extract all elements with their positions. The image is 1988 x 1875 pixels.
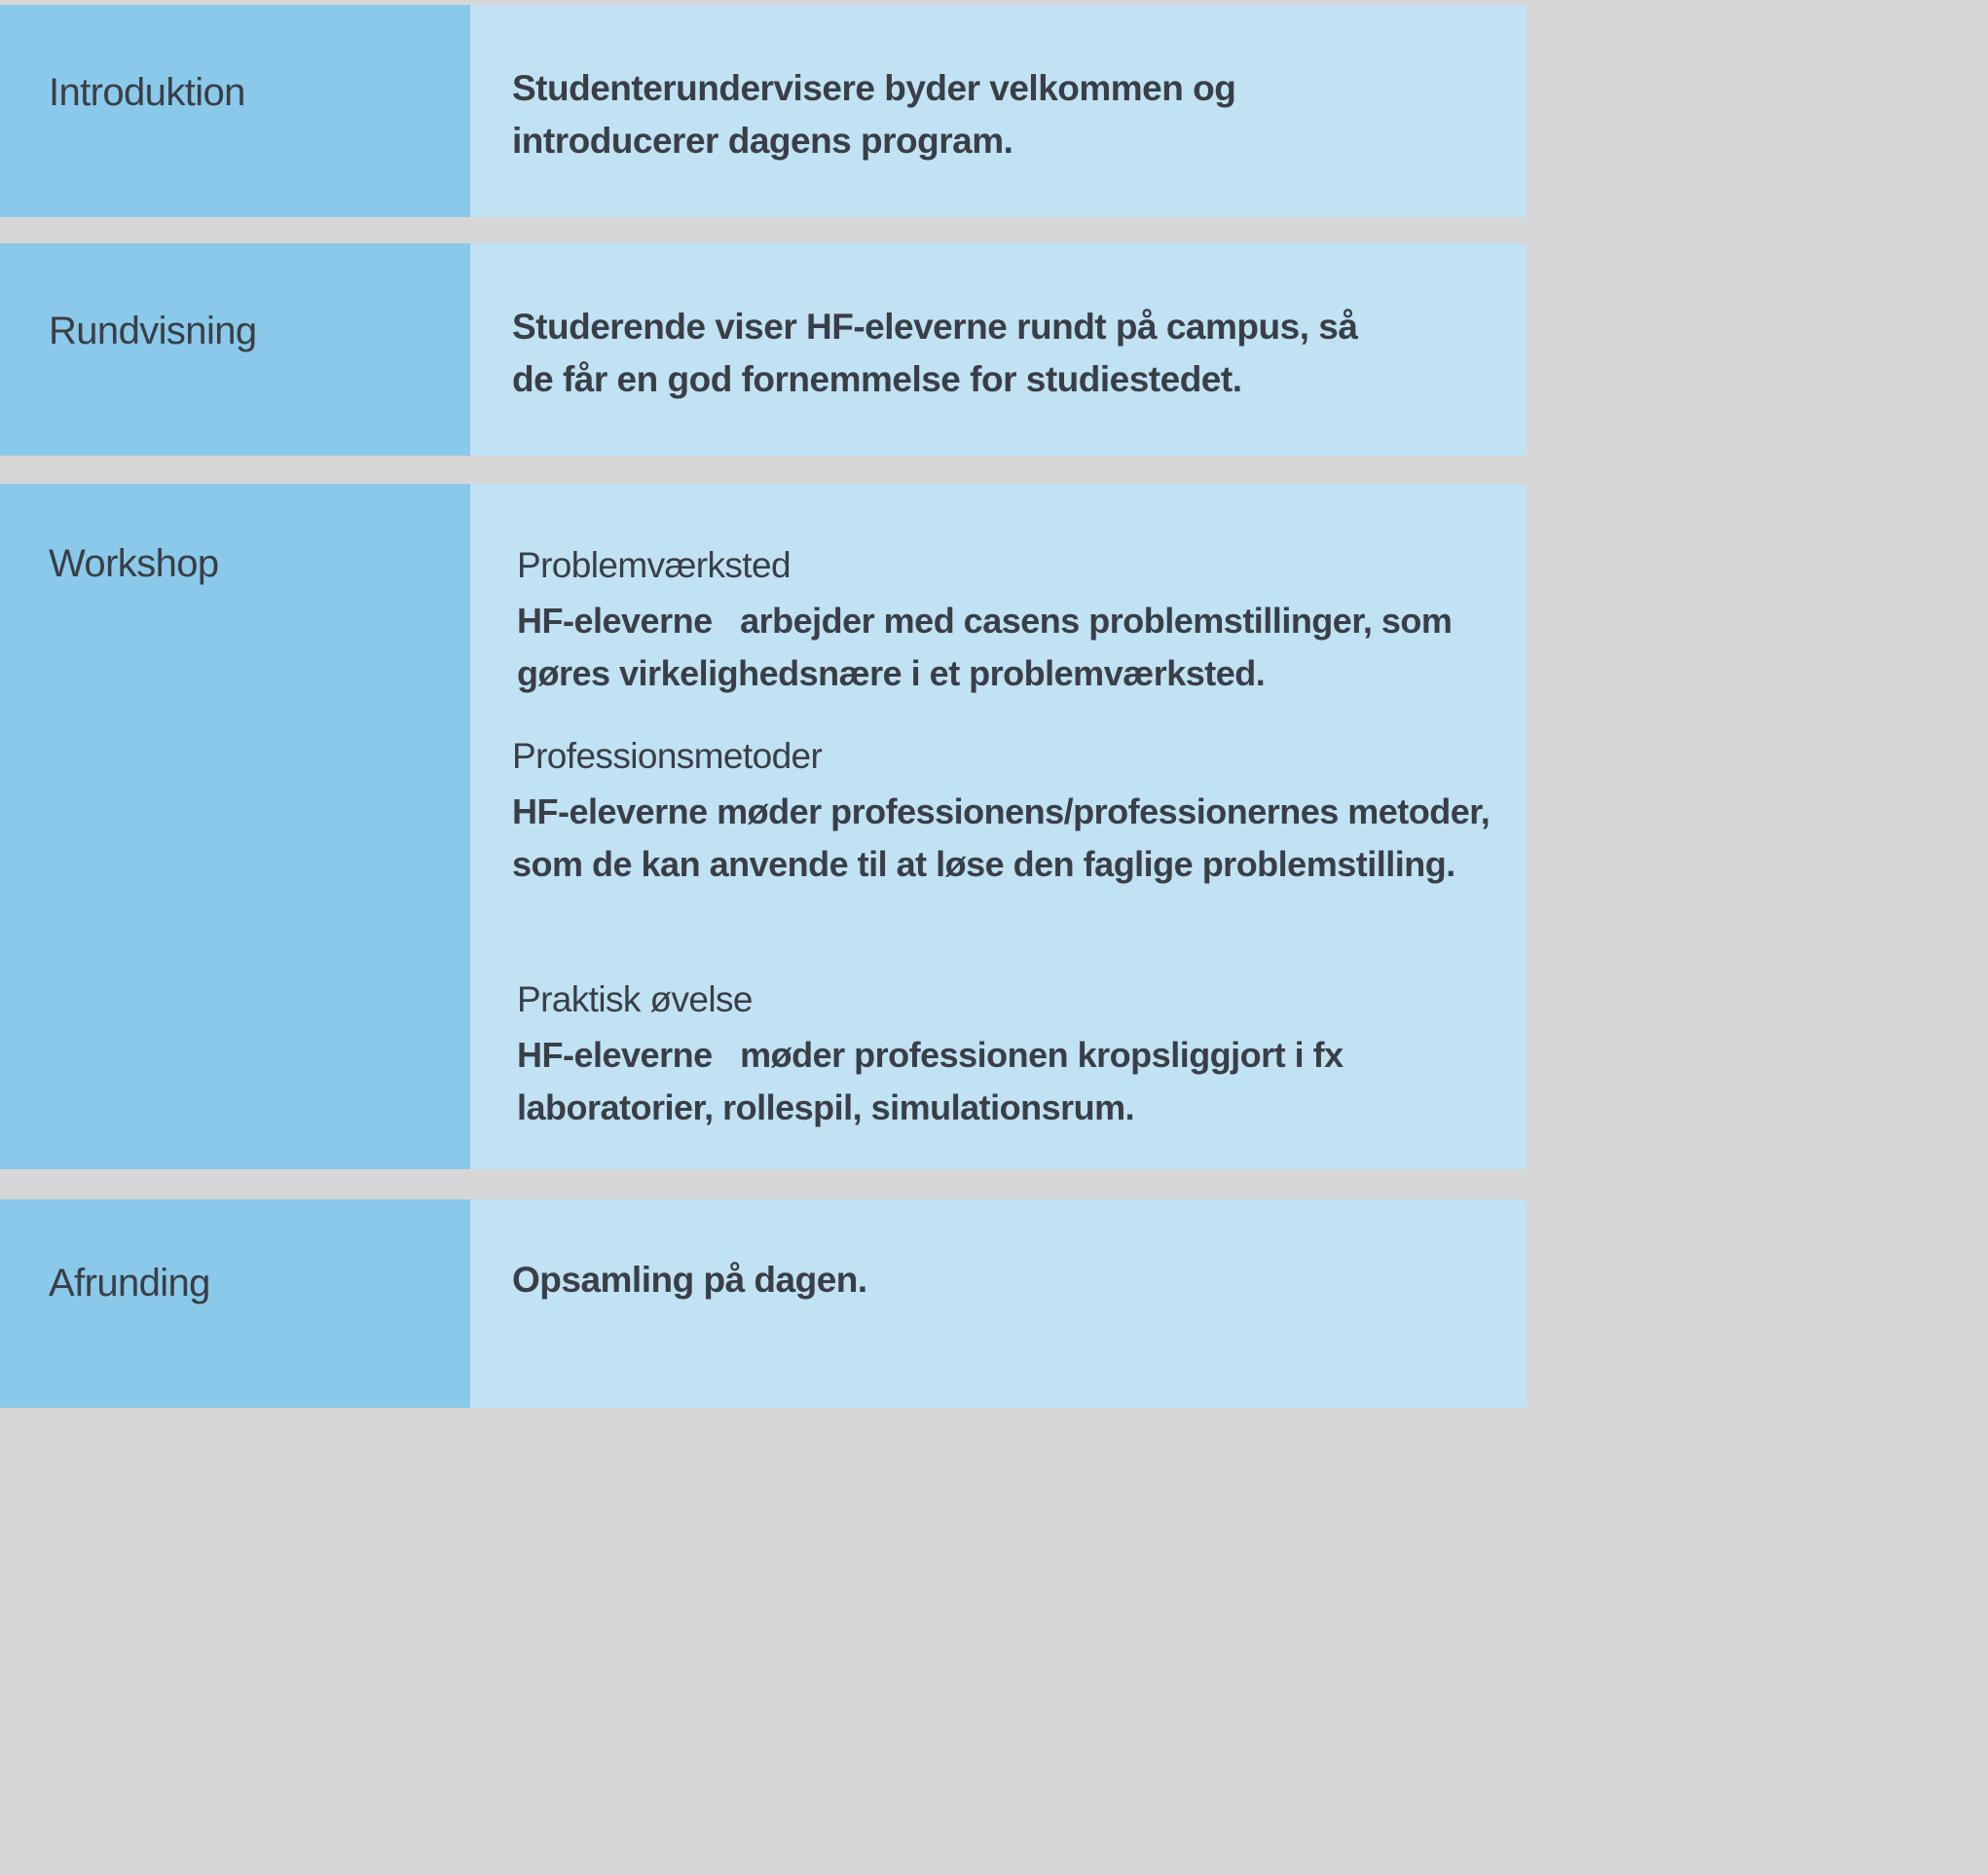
row-label: Introduktion [49, 71, 245, 114]
row-label-cell [0, 484, 470, 1169]
row-label-cell [0, 1199, 470, 1408]
row-description: Studenterundervisere byder velkommen og introducerer dagens program. [512, 68, 1236, 161]
row-label: Workshop [49, 542, 219, 585]
workshop-item-problemvaerksted [517, 544, 1507, 700]
row-description: Opsamling på dagen. [512, 1260, 867, 1300]
row-content-cell [470, 484, 1527, 1169]
workshop-item-praktisk-oevelse [517, 978, 1507, 1134]
row-label-cell [0, 243, 470, 456]
workshop-item-text: HF-eleverne møder professionen kropsliggjort i fx laboratorier, rollespil, simulationsrum. [517, 1035, 1353, 1127]
row-content-cell [470, 1199, 1527, 1408]
workshop-item-text: HF-eleverne møder professionens/professionernes metoder, som de kan anvende til at løse den faglige problemstilling. [512, 791, 1499, 884]
program-row-workshop [0, 484, 1527, 1169]
workshop-item-text: HF-eleverne arbejder med casens problemstillinger, som gøres virkelighedsnære i et problemværksted. [517, 601, 1461, 693]
workshop-item-title: Professionsmetoder [512, 736, 823, 776]
row-label: Rundvisning [49, 310, 257, 352]
program-row-introduktion [0, 5, 1527, 217]
workshop-item-title: Problemværksted [517, 545, 791, 585]
row-label: Afrunding [49, 1262, 210, 1305]
program-row-rundvisning [0, 243, 1527, 456]
workshop-item-title: Praktisk øvelse [517, 979, 753, 1019]
row-description: Studerende viser HF-eleverne rundt på campus, så de får en god fornemmelse for studiestedet. [512, 307, 1358, 399]
workshop-item-professionsmetoder [512, 735, 1507, 891]
program-row-afrunding [0, 1199, 1527, 1408]
row-label-cell [0, 5, 470, 217]
row-content-cell [470, 243, 1527, 456]
row-content-cell [470, 5, 1527, 217]
